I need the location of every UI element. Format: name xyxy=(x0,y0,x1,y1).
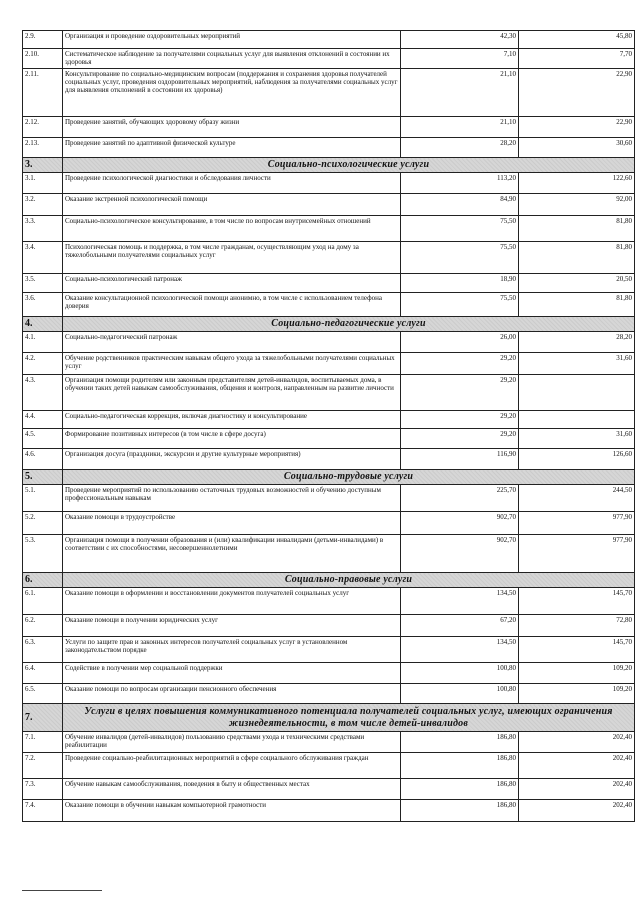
table-row xyxy=(23,615,635,637)
price-value-2: 81,80 xyxy=(519,242,635,274)
table-row xyxy=(23,353,635,375)
price-value-2: 145,70 xyxy=(519,637,635,663)
price-value-2: 109,20 xyxy=(519,663,635,684)
service-number: 6.1. xyxy=(23,588,63,615)
price-value-2: 977,90 xyxy=(519,535,635,573)
service-number: 2.10. xyxy=(23,49,63,69)
table-row xyxy=(23,138,635,158)
service-number: 5.1. xyxy=(23,485,63,512)
price-value-2 xyxy=(519,411,635,429)
table-row xyxy=(23,485,635,512)
price-value-2: 977,90 xyxy=(519,512,635,535)
service-number: 2.9. xyxy=(23,31,63,49)
service-name: Оказание консультационной психологической помощи анонимно, в том числе с использованием телефона доверия xyxy=(63,293,401,317)
section-header-row xyxy=(23,573,635,588)
service-number: 3.6. xyxy=(23,293,63,317)
service-name: Проведение занятий, обучающих здоровому образу жизни xyxy=(63,117,401,138)
section-number: 4. xyxy=(23,317,63,332)
price-value-2: 31,60 xyxy=(519,353,635,375)
price-value-1: 29,20 xyxy=(401,411,519,429)
service-price-table xyxy=(22,30,635,822)
service-number: 6.4. xyxy=(23,663,63,684)
footnote-line xyxy=(22,890,102,891)
table-body xyxy=(23,31,635,822)
price-value-1: 75,50 xyxy=(401,242,519,274)
table-row xyxy=(23,293,635,317)
table-row xyxy=(23,753,635,779)
price-value-1: 7,10 xyxy=(401,49,519,69)
service-number: 4.2. xyxy=(23,353,63,375)
price-value-1: 134,50 xyxy=(401,588,519,615)
service-number: 7.2. xyxy=(23,753,63,779)
section-header-row xyxy=(23,317,635,332)
service-number: 6.5. xyxy=(23,684,63,704)
price-value-1: 225,70 xyxy=(401,485,519,512)
service-number: 3.4. xyxy=(23,242,63,274)
price-value-2: 145,70 xyxy=(519,588,635,615)
price-value-1: 100,80 xyxy=(401,684,519,704)
table-row xyxy=(23,429,635,449)
price-value-1: 116,90 xyxy=(401,449,519,470)
service-name: Социально-педагогическая коррекция, включая диагностику и консультирование xyxy=(63,411,401,429)
section-header-row xyxy=(23,470,635,485)
price-value-2: 81,80 xyxy=(519,216,635,242)
price-value-1: 29,20 xyxy=(401,429,519,449)
price-value-1: 902,70 xyxy=(401,535,519,573)
table-row xyxy=(23,173,635,194)
price-value-2: 22,90 xyxy=(519,69,635,117)
table-row xyxy=(23,800,635,822)
section-number: 5. xyxy=(23,470,63,485)
service-number: 7.4. xyxy=(23,800,63,822)
price-value-2: 22,90 xyxy=(519,117,635,138)
price-value-2: 92,00 xyxy=(519,194,635,216)
service-number: 4.3. xyxy=(23,375,63,411)
table-row xyxy=(23,69,635,117)
price-value-2: 126,60 xyxy=(519,449,635,470)
service-number: 4.4. xyxy=(23,411,63,429)
service-number: 6.3. xyxy=(23,637,63,663)
service-name: Систематическое наблюдение за получателями социальных услуг для выявления отклонений в состоянии их здоровья xyxy=(63,49,401,69)
service-name: Организация досуга (праздники, экскурсии и другие культурные мероприятия) xyxy=(63,449,401,470)
service-name: Оказание помощи в обучении навыкам компьютерной грамотности xyxy=(63,800,401,822)
service-number: 4.1. xyxy=(23,332,63,353)
price-value-1: 67,20 xyxy=(401,615,519,637)
price-value-2: 7,70 xyxy=(519,49,635,69)
table-row xyxy=(23,274,635,293)
price-value-1: 186,80 xyxy=(401,779,519,800)
table-row xyxy=(23,49,635,69)
price-value-1: 42,30 xyxy=(401,31,519,49)
table-row xyxy=(23,117,635,138)
service-name: Организация и проведение оздоровительных мероприятий xyxy=(63,31,401,49)
price-value-1: 26,00 xyxy=(401,332,519,353)
price-value-2: 81,80 xyxy=(519,293,635,317)
table-row xyxy=(23,411,635,429)
service-number: 3.1. xyxy=(23,173,63,194)
service-name: Проведение мероприятий по использованию остаточных трудовых возможностей и обучению доступным профессиональным навыкам xyxy=(63,485,401,512)
service-name: Оказание помощи по вопросам организации пенсионного обеспечения xyxy=(63,684,401,704)
price-value-1: 113,20 xyxy=(401,173,519,194)
section-number: 7. xyxy=(23,704,63,732)
table-row xyxy=(23,31,635,49)
service-number: 3.2. xyxy=(23,194,63,216)
price-value-1: 902,70 xyxy=(401,512,519,535)
table-row xyxy=(23,375,635,411)
section-title: Социально-психологические услуги xyxy=(63,158,635,173)
price-value-1: 186,80 xyxy=(401,732,519,753)
price-value-1: 75,50 xyxy=(401,293,519,317)
section-title: Услуги в целях повышения коммуникативного потенциала получателей социальных услуг, имеющих ограничения жизнедеятельности, в том числе детей-инвалидов xyxy=(63,704,635,732)
section-title: Социально-трудовые услуги xyxy=(63,470,635,485)
price-value-2: 31,60 xyxy=(519,429,635,449)
price-value-1: 75,50 xyxy=(401,216,519,242)
table-row xyxy=(23,535,635,573)
price-value-1: 84,90 xyxy=(401,194,519,216)
service-name: Услуги по защите прав и законных интересов получателей социальных услуг в установленном законодательством порядке xyxy=(63,637,401,663)
service-name: Психологическая помощь и поддержка, в том числе гражданам, осуществляющим уход на дому за тяжелобольными получателями социальных услуг xyxy=(63,242,401,274)
service-name: Формирование позитивных интересов (в том числе в сфере досуга) xyxy=(63,429,401,449)
service-number: 7.3. xyxy=(23,779,63,800)
service-name: Оказание экстренной психологической помощи xyxy=(63,194,401,216)
service-number: 2.13. xyxy=(23,138,63,158)
price-value-1: 29,20 xyxy=(401,353,519,375)
service-number: 3.3. xyxy=(23,216,63,242)
section-header-row xyxy=(23,158,635,173)
price-value-2: 72,80 xyxy=(519,615,635,637)
table-row xyxy=(23,588,635,615)
price-value-2: 202,40 xyxy=(519,753,635,779)
price-value-2: 28,20 xyxy=(519,332,635,353)
service-number: 4.6. xyxy=(23,449,63,470)
table-row xyxy=(23,332,635,353)
price-value-2: 30,60 xyxy=(519,138,635,158)
table-row xyxy=(23,449,635,470)
service-name: Обучение инвалидов (детей-инвалидов) пользованию средствами ухода и техническими средствами реабилитации xyxy=(63,732,401,753)
price-value-1: 100,80 xyxy=(401,663,519,684)
service-name: Организация помощи в получении образования и (или) квалификации инвалидами (детьми-инвалидами) в соответствии с их способностями, несовершеннолетними xyxy=(63,535,401,573)
section-number: 3. xyxy=(23,158,63,173)
price-value-2 xyxy=(519,375,635,411)
section-number: 6. xyxy=(23,573,63,588)
service-name: Проведение психологической диагностики и обследования личности xyxy=(63,173,401,194)
price-value-2: 122,60 xyxy=(519,173,635,194)
service-name: Оказание помощи в трудоустройстве xyxy=(63,512,401,535)
service-number: 5.2. xyxy=(23,512,63,535)
price-value-1: 28,20 xyxy=(401,138,519,158)
table-row xyxy=(23,637,635,663)
service-name: Обучение навыкам самообслуживания, поведения в быту и общественных местах xyxy=(63,779,401,800)
table-row xyxy=(23,242,635,274)
table-row xyxy=(23,684,635,704)
service-number: 3.5. xyxy=(23,274,63,293)
service-number: 5.3. xyxy=(23,535,63,573)
price-value-1: 186,80 xyxy=(401,800,519,822)
table-row xyxy=(23,779,635,800)
table-row xyxy=(23,663,635,684)
service-name: Обучение родственников практическим навыкам общего ухода за тяжелобольными получателями социальных услуг xyxy=(63,353,401,375)
price-value-2: 244,50 xyxy=(519,485,635,512)
service-number: 2.12. xyxy=(23,117,63,138)
service-name: Оказание помощи в получении юридических услуг xyxy=(63,615,401,637)
service-name: Проведение социально-реабилитационных мероприятий в сфере социального обслуживания граждан xyxy=(63,753,401,779)
service-name: Социально-психологический патронаж xyxy=(63,274,401,293)
price-value-2: 20,50 xyxy=(519,274,635,293)
price-value-1: 29,20 xyxy=(401,375,519,411)
service-name: Социально-педагогический патронаж xyxy=(63,332,401,353)
service-number: 4.5. xyxy=(23,429,63,449)
service-name: Содействие в получении мер социальной поддержки xyxy=(63,663,401,684)
service-name: Организация помощи родителям или законным представителям детей-инвалидов, воспитываемых дома, в обучении таких детей навыкам самообслуживания, общения и контроля, направленным на развитие личности xyxy=(63,375,401,411)
price-value-2: 45,80 xyxy=(519,31,635,49)
section-title: Социально-педагогические услуги xyxy=(63,317,635,332)
price-value-1: 18,90 xyxy=(401,274,519,293)
price-value-2: 202,40 xyxy=(519,732,635,753)
price-value-1: 134,50 xyxy=(401,637,519,663)
service-number: 2.11. xyxy=(23,69,63,117)
price-value-2: 109,20 xyxy=(519,684,635,704)
service-number: 7.1. xyxy=(23,732,63,753)
price-value-1: 21,10 xyxy=(401,117,519,138)
price-value-1: 186,80 xyxy=(401,753,519,779)
table-row xyxy=(23,194,635,216)
service-name: Консультирование по социально-медицинским вопросам (поддержания и сохранения здоровья получателей социальных услуг, проведения оздоровительных мероприятий, наблюдения за получателями социальных услуг для выявления отклонений в состоянии их здоровья) xyxy=(63,69,401,117)
price-value-2: 202,40 xyxy=(519,800,635,822)
service-name: Оказание помощи в оформлении и восстановлении документов получателей социальных услуг xyxy=(63,588,401,615)
section-title: Социально-правовые услуги xyxy=(63,573,635,588)
service-number: 6.2. xyxy=(23,615,63,637)
service-name: Проведение занятий по адаптивной физической культуре xyxy=(63,138,401,158)
table-row xyxy=(23,216,635,242)
price-value-2: 202,40 xyxy=(519,779,635,800)
service-name: Социально-психологическое консультирование, в том числе по вопросам внутрисемейных отношений xyxy=(63,216,401,242)
section-header-row xyxy=(23,704,635,732)
table-row xyxy=(23,732,635,753)
price-value-1: 21,10 xyxy=(401,69,519,117)
table-row xyxy=(23,512,635,535)
